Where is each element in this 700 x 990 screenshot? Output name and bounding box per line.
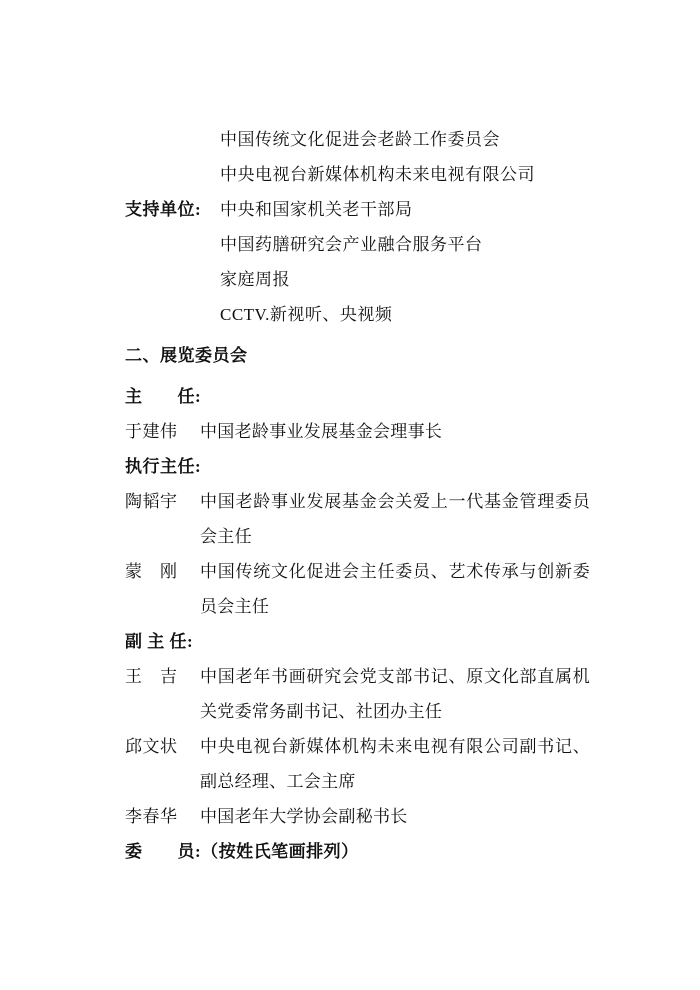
organizer-carryover-row (125, 122, 595, 157)
member-row (125, 729, 595, 799)
label-spacer (125, 157, 220, 192)
label-spacer (125, 297, 220, 332)
member-name: 陶韬宇 (125, 492, 178, 511)
chair-label: 主 任: (125, 387, 202, 406)
organizer-line: 中国传统文化促进会老龄工作委员会 (220, 130, 500, 149)
label-spacer (125, 227, 220, 262)
support-unit-item: 中国药膳研究会产业融合服务平台 (220, 235, 483, 254)
member-title: 中央电视台新媒体机构未来电视有限公司副书记、副总经理、工会主席 (200, 737, 590, 791)
support-units-row (125, 297, 595, 332)
member-row (125, 799, 595, 834)
member-row (125, 414, 595, 449)
organizer-line: 中央电视台新媒体机构未来电视有限公司 (220, 165, 535, 184)
document-content (125, 122, 595, 869)
member-name: 李春华 (125, 807, 178, 826)
member-title: 中国老年大学协会副秘书长 (200, 807, 408, 826)
section-heading: 二、展览委员会 (125, 346, 248, 365)
member-title: 中国老龄事业发展基金会理事长 (200, 422, 443, 441)
members-label: 委 员:（按姓氏笔画排列） (125, 842, 359, 861)
support-unit-item: CCTV.新视听、央视频 (220, 305, 393, 324)
support-units-row (125, 227, 595, 262)
member-title: 中国老年书画研究会党支部书记、原文化部直属机关党委常务副书记、社团办主任 (200, 667, 590, 721)
member-row (125, 554, 595, 624)
member-name: 蒙 刚 (125, 562, 178, 581)
member-title: 中国老龄事业发展基金会关爱上一代基金管理委员会主任 (200, 492, 590, 546)
member-row (125, 659, 595, 729)
support-units-label: 支持单位: (125, 200, 202, 219)
label-spacer (125, 262, 220, 297)
organizer-carryover-row (125, 157, 595, 192)
support-units-row (125, 262, 595, 297)
member-title: 中国传统文化促进会主任委员、艺术传承与创新委员会主任 (200, 562, 590, 616)
member-name: 王 吉 (125, 667, 178, 686)
executive-chair-label: 执行主任: (125, 457, 202, 476)
vice-chair-label: 副 主 任: (125, 632, 194, 651)
member-name: 邱文状 (125, 737, 178, 756)
support-unit-item: 中央和国家机关老干部局 (220, 200, 413, 219)
label-spacer (125, 122, 220, 157)
member-row (125, 484, 595, 554)
support-units-row (125, 192, 595, 227)
support-unit-item: 家庭周报 (220, 270, 290, 289)
member-name: 于建伟 (125, 422, 178, 441)
